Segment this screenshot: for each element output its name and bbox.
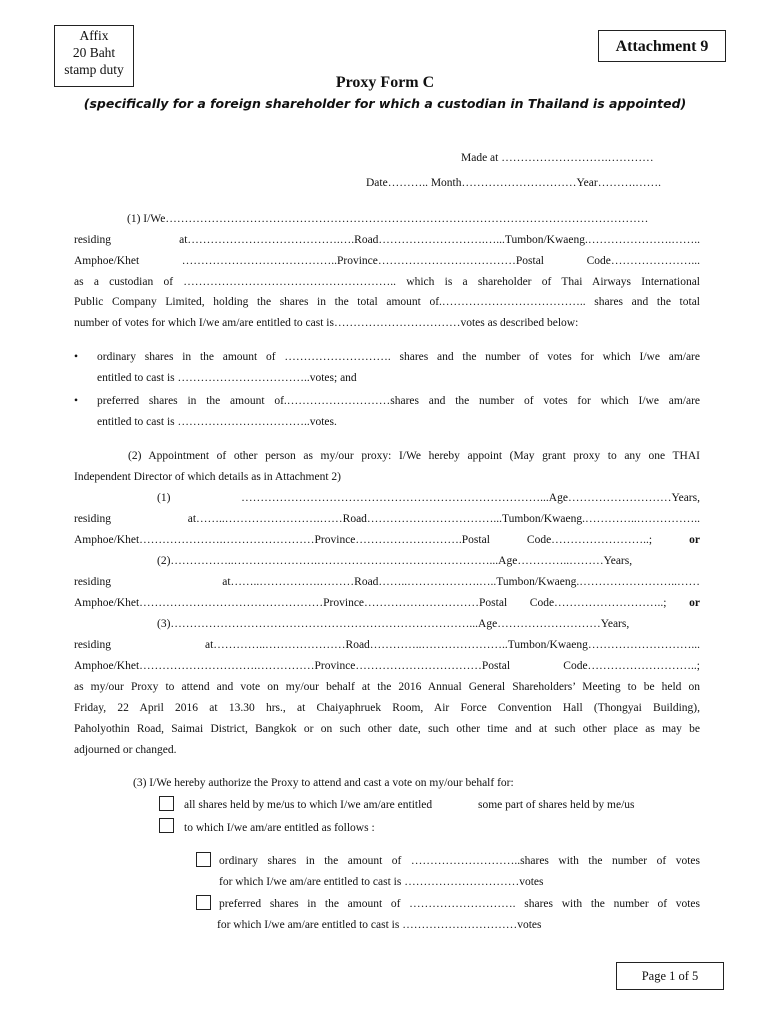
- stamp-line-2: 20 Baht: [72, 45, 116, 60]
- part-shares-label-cont: to which I/we am/are entitled as follows :: [184, 822, 375, 834]
- form-subtitle: (specifically for a foreign shareholder for which a custodian in Thailand is appointed): [83, 96, 687, 111]
- proxy1-name-line[interactable]: (1) ……………………………………………………………………...Age………………………Years,: [157, 492, 700, 504]
- all-shares-label: all shares held by me/us to which I/we am/are entitled: [184, 799, 433, 811]
- made-at-field[interactable]: Made at ……………………….…………: [461, 152, 654, 164]
- section1-amphoe-line[interactable]: Amphoe/Khet …………………………………..Province………………………………Postal Code…………………...: [74, 255, 700, 267]
- page-number: Page 1 of 5: [616, 962, 724, 990]
- preferred-shares-checkbox[interactable]: [196, 895, 211, 910]
- proxy3-address-line[interactable]: residing at…………..…………………Road…………..…………………..Tumbon/Kwaeng………………………...: [74, 639, 700, 651]
- section2-closing-line3: Paholyothin Road, Saimai District, Bangkok or on such other date, such other time and at such other place as may be: [74, 723, 700, 735]
- part-shares-label: some part of shares held by me/us: [478, 799, 635, 811]
- ordinary-shares-line[interactable]: ordinary shares in the amount of ………………………. shares and the number of votes for which I/we am/are: [97, 351, 700, 363]
- stamp-line-3: stamp duty: [64, 62, 124, 77]
- or-connector: or: [689, 534, 700, 546]
- all-shares-checkbox[interactable]: [159, 796, 174, 811]
- or-connector: or: [689, 597, 700, 609]
- section1-address-line[interactable]: residing at………………………………….….Road……………………….…...Tumbon/Kwaeng.………………….……..: [74, 234, 700, 246]
- form-title: Proxy Form C: [335, 74, 435, 91]
- section1-votes-line[interactable]: number of votes for which I/we am/are entitled to cast is……………………………votes as described below:: [74, 317, 579, 329]
- section3-intro: (3) I/We hereby authorize the Proxy to attend and cast a vote on my/our behalf for:: [133, 777, 514, 789]
- section2-closing-line2: Friday, 22 April 2016 at 13.30 hrs., at Chaiyaphruek Room, Air Force Convention Hall (Thongyai Building),: [74, 702, 700, 714]
- proxy2-amphoe-line[interactable]: Amphoe/Khet…………………………………………Province…………………………Postal Code………………………..; or: [74, 597, 700, 609]
- section2-intro-cont: Independent Director of which details as in Attachment 2): [74, 471, 341, 483]
- section3-ordinary-votes[interactable]: for which I/we am/are entitled to cast is …………………………votes: [219, 876, 544, 888]
- section2-intro: (2) Appointment of other person as my/our proxy: I/We hereby appoint (May grant proxy to any one THAI: [128, 450, 700, 462]
- date-field[interactable]: Date……….. Month…………………………Year……….…….: [366, 177, 661, 189]
- proxy2-address-line[interactable]: residing at……..…………….………Road……..……………….…..Tumbon/Kwaeng.……………………..……: [74, 576, 700, 588]
- section2-closing-line4: adjourned or changed.: [74, 744, 177, 756]
- proxy1-amphoe-line[interactable]: Amphoe/Khet………………….……………………Province……………………….Postal Code……………………..; or: [74, 534, 700, 546]
- section3-ordinary-line[interactable]: ordinary shares in the amount of ………………………..shares with the number of votes: [219, 855, 700, 867]
- section2-closing-line1: as my/our Proxy to attend and vote on my/our behalf at the 2016 Annual General Shareholders’ Meeting to be held on: [74, 681, 700, 693]
- section1-shares-line[interactable]: Public Company Limited, holding the shares in the total amount of.……………………………….. shares and the total: [74, 296, 700, 308]
- section1-custodian-line[interactable]: as a custodian of ……………………………………………….. which is a shareholder of Thai Airways International: [74, 276, 700, 288]
- preferred-votes-line[interactable]: entitled to cast is ……………………………..votes.: [97, 416, 337, 428]
- section3-preferred-votes[interactable]: for which I/we am/are entitled to cast is …………………………votes: [217, 919, 542, 931]
- ordinary-votes-line[interactable]: entitled to cast is ……………………………..votes; and: [97, 372, 357, 384]
- section1-name-line[interactable]: (1) I/We………………………………………………………………………………………………………………: [127, 213, 649, 225]
- stamp-line-1: Affix: [79, 28, 109, 43]
- proxy3-name-line[interactable]: (3)……………………………………………………………………...Age………………………Years,: [157, 618, 630, 630]
- proxy2-name-line[interactable]: (2)……………..………………….………………………………………...Age…………..………Years,: [157, 555, 633, 567]
- ordinary-shares-checkbox[interactable]: [196, 852, 211, 867]
- preferred-shares-line[interactable]: preferred shares in the amount of.………………………shares and the number of votes for which I/we am/are: [97, 395, 700, 407]
- bullet-icon: •: [74, 395, 79, 407]
- section3-preferred-line[interactable]: preferred shares in the amount of ………………………. shares with the number of votes: [219, 898, 700, 910]
- proxy1-address-line[interactable]: residing at……..…………………….……Road……………………………...Tumbon/Kwaeng.…………..……………..: [74, 513, 700, 525]
- bullet-icon: •: [74, 351, 79, 363]
- part-shares-checkbox[interactable]: [159, 818, 174, 833]
- proxy3-amphoe-line[interactable]: Amphoe/Khet………………………….……………Province……………………………Postal Code………………………..;: [74, 660, 700, 672]
- attachment-label: Attachment 9: [598, 30, 726, 62]
